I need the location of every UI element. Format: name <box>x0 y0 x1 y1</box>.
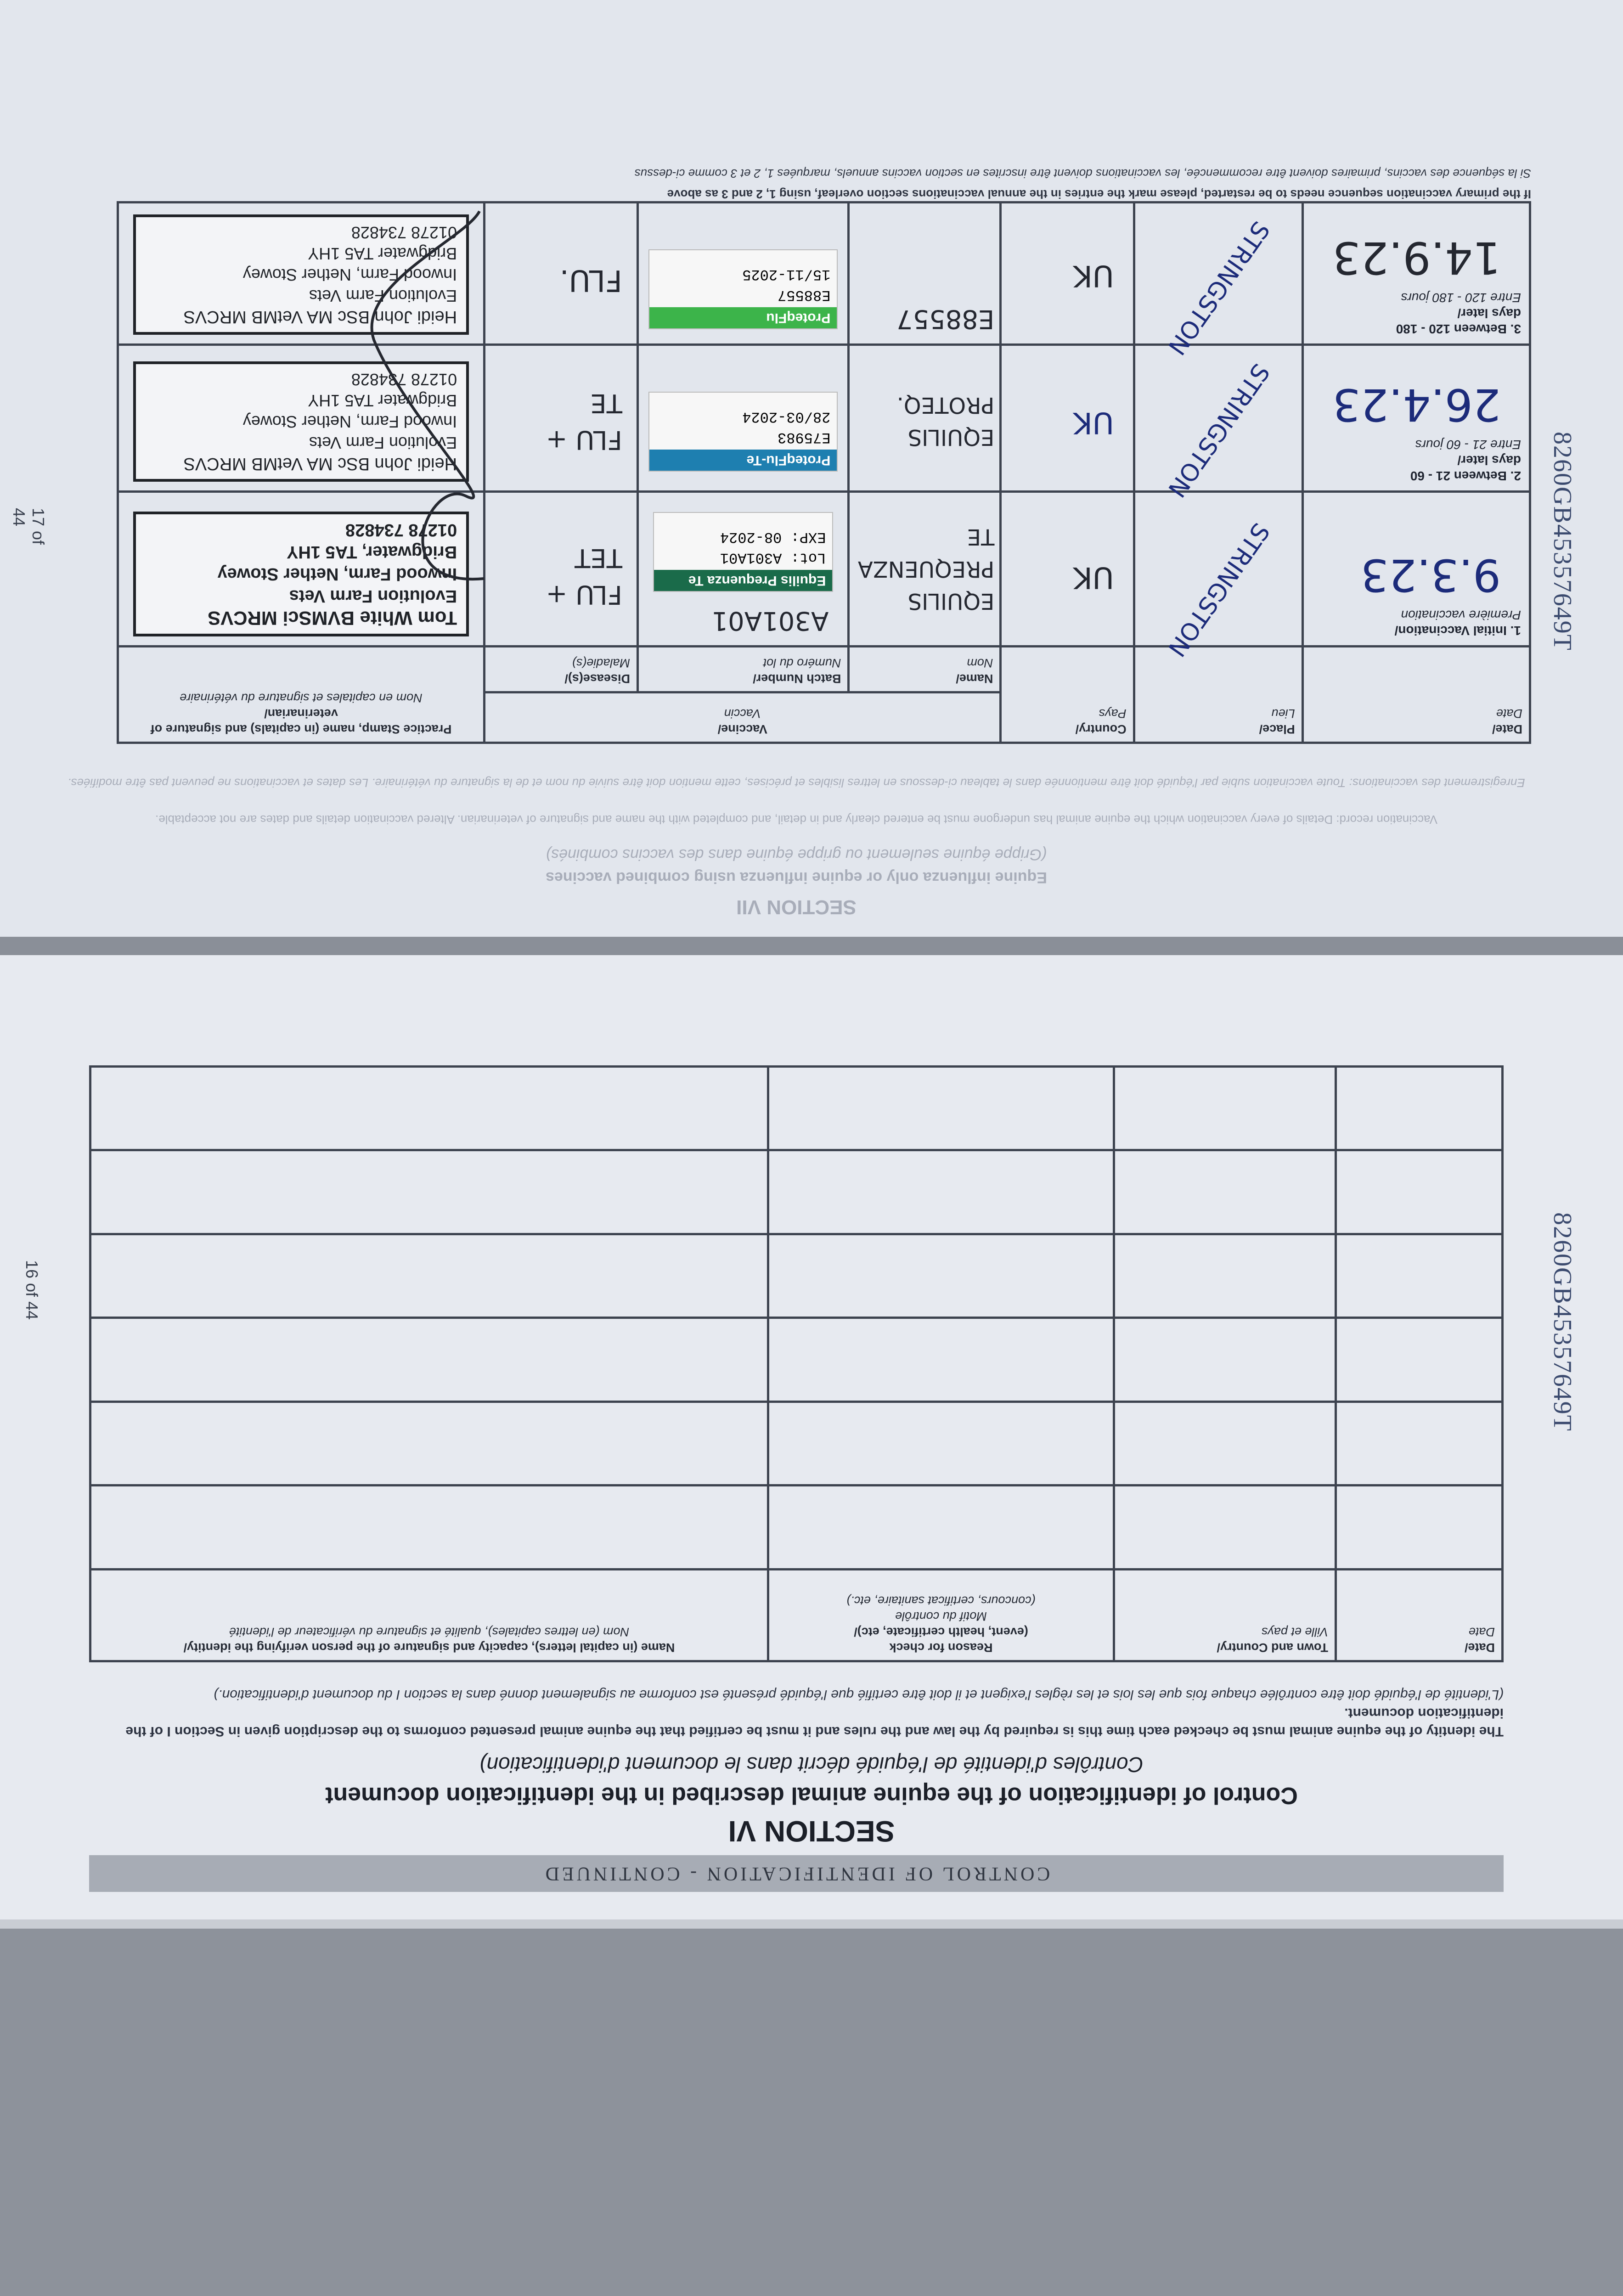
row-date: 14.9.23 <box>1332 232 1501 283</box>
row-vaccine-name-cell <box>849 203 1001 345</box>
footnote-fr: Si la séquence des vaccins, primaires doivent être recommencée, les vaccinations doivent être inscrites en section vaccins annuels, marquées 1, 2 et 3 comme ci-dessus <box>634 167 1531 180</box>
table-row <box>90 1318 1503 1402</box>
header-country: Country/ Pays <box>1001 647 1134 743</box>
row-date-cell <box>1302 203 1530 345</box>
sticker-exp: 28/03-2024 <box>742 408 831 425</box>
row-disease: FLU. <box>559 263 622 297</box>
row-country: UK <box>1073 560 1114 594</box>
table-row <box>90 1150 1503 1234</box>
table-row <box>90 1234 1503 1318</box>
document-id-right: 8260GB45357649T <box>1548 432 1577 651</box>
row-date: 9.3.23 <box>1360 549 1501 601</box>
stamp-vet-name: Heidi John BSc MA VetMB MRCVS <box>183 307 457 326</box>
row-date: 26.4.23 <box>1332 379 1501 430</box>
row-batch: A301A01 <box>711 606 829 636</box>
sticker-lot: Lot: A301A01 <box>720 549 826 566</box>
page-16 <box>0 955 1623 1919</box>
signature-stroke <box>372 211 484 579</box>
page-number: 16 of 44 <box>22 1260 41 1320</box>
page-title: Control of identification of the equine animal described in the identification document <box>325 1782 1298 1809</box>
section-title: SECTION VI <box>728 1815 895 1848</box>
row-disease: FLU + TE <box>546 388 622 455</box>
stamp-practice: Evolution Farm Vets <box>309 433 457 452</box>
row-country-cell <box>1001 492 1134 647</box>
document-id-left: 8260GB45357649T <box>1548 1212 1577 1432</box>
row-place: STRINGSTON <box>1162 216 1274 360</box>
row-country-cell <box>1001 203 1134 345</box>
sticker-brand: ProteqFlu-Te <box>649 450 837 471</box>
vaccine-sticker <box>648 249 838 329</box>
row-vaccine-name: EQUILIS PREQUENZA TE <box>857 524 995 614</box>
table-row <box>90 1067 1503 1151</box>
intro-text: The identity of the equine animal must be checked each time this is required by the law and the rules and it must be certified that the equine animal presented conforms to the description given in Section I of the identification document. <box>125 1705 1504 1739</box>
footnote: If the primary vaccination sequence needs to be restarted, please mark the entries in the annual vaccinations section overleaf, using 1, 2 and 3 as above <box>667 187 1531 201</box>
row-vaccine-name: EQUILIS PROTEQ. <box>896 392 995 450</box>
header-batch: Batch Number/ Numéro du lot <box>637 647 848 692</box>
sticker-lot: E75983 <box>778 429 831 446</box>
stamp-address-1: Inwood Farm, Nether Stowey <box>217 564 457 584</box>
row-batch-cell <box>637 203 848 345</box>
section-band: CONTROL OF IDENTIFICATION - CONTINUED <box>89 1855 1504 1892</box>
sticker-lot: E88557 <box>778 287 831 304</box>
page-title: Equine influenza only or equine influenza using combined vaccines <box>546 869 1047 886</box>
vaccination-record-text-fr: Enregistrement des vaccinations: Toute vaccination subie par l'équidé doit être mentionnée dans le tableau ci-dessous en lettres lisibles et précises, cette mention doit être suivie du nom et de la signature du vétérinaire. Les dates et vaccinations ne peuvent pas être modifiées. <box>68 776 1525 790</box>
row-country-cell <box>1001 345 1134 492</box>
row-country: UK <box>1073 405 1114 439</box>
identification-table <box>89 1065 1504 1662</box>
vaccine-sticker <box>648 392 838 472</box>
stamp-address-2: Bridgwater TA5 1HY <box>308 391 457 410</box>
row-vaccine-name: E88557 <box>896 304 995 334</box>
section-title: SECTION VII <box>736 896 857 918</box>
vet-signature <box>199 202 521 615</box>
sticker-brand: ProteqFlu <box>649 307 837 328</box>
header-date: Date/ Date <box>1302 647 1530 743</box>
stamp-vet-name: Tom White BVMSci MRCVS <box>208 608 457 629</box>
row-date-cell <box>1302 492 1530 647</box>
row-disease: FLU + TET <box>546 543 622 609</box>
background-surface <box>0 1929 1623 2296</box>
intro-text-fr: (L'identité de l'équidé doit être contrôlée chaque fois que les lois et les règles l'exigent et il doit être certifié que l'équidé présenté est conforme au signalement donné dans la section I du document d'identification.) <box>214 1687 1504 1702</box>
sticker-brand: Equilis Prequenza Te <box>654 570 832 591</box>
row-place-cell <box>1134 203 1302 360</box>
vaccine-sticker <box>653 512 833 592</box>
row-place: STRINGSTON <box>1162 518 1274 662</box>
stamp-phone: 01278 734828 <box>351 223 457 242</box>
vaccination-record-text: Vaccination record: Details of every vaccination which the equine animal has undergone must be entered clearly and in detail, and completed with the name and signature of veterinarian. Altered vaccination details and dates are not acceptable. <box>155 813 1437 827</box>
stamp-practice: Evolution Farm Vets <box>289 586 457 606</box>
row-batch-cell <box>637 345 848 492</box>
stamp-phone: 01278 734828 <box>351 370 457 389</box>
page-subtitle: Contrôles d'identité de l'équidé décrit dans le document d'identification) <box>479 1753 1144 1777</box>
stamp-address-2: Bridgwater TA5 1HY <box>308 244 457 263</box>
table-row <box>90 1486 1503 1570</box>
header-vaccine: Vaccine/ Vaccin <box>485 692 1001 743</box>
row-label: 2. Between 21 - 60 days later/ Entre 21 - 60 jours <box>1410 438 1521 483</box>
header-name: Name (in capital letters), capacity and signature of the person verifying the identity/ Nom (en lettres capitales), qualité et signature du vérificateur de l'identité <box>90 1570 768 1661</box>
stamp-address-1: Inwood Farm, Nether Stowey <box>242 265 457 284</box>
stamp-vet-name: Heidi John BSc MA VetMB MRCVS <box>183 454 457 473</box>
stamp-practice: Evolution Farm Vets <box>309 287 457 305</box>
stamp-address-1: Inwood Farm, Nether Stowey <box>242 412 457 431</box>
header-stamp: Practice Stamp, name (in capitals) and signature of veterinarian/ Nom en capitales et signature du vétérinaire <box>118 647 485 743</box>
table-row <box>90 1402 1503 1486</box>
row-label: 1. Initial Vaccination/ Première vaccination <box>1394 608 1521 638</box>
sticker-exp: 15/11-2025 <box>742 266 831 283</box>
page-number: 17 of 44 <box>10 508 48 545</box>
stamp-phone: 01278 734828 <box>345 520 457 540</box>
header-reason: Reason for check (event, health certificate, etc)/ Motif du contrôle (concours, certificat sanitaire, etc.) <box>768 1570 1114 1661</box>
header-place: Place/ Lieu <box>1134 647 1302 743</box>
header-town: Town and Country/ Ville et pays <box>1114 1570 1336 1661</box>
sticker-exp: EXP: 08-2024 <box>720 529 826 546</box>
row-vaccine-name-cell <box>849 492 1001 647</box>
stamp-address-2: Bridgwater, TA5 1HY <box>287 542 457 562</box>
row-date-cell <box>1302 345 1530 492</box>
row-place: STRINGSTON <box>1162 358 1274 502</box>
header-date: Date/ Date <box>1336 1570 1503 1661</box>
row-country: UK <box>1073 259 1114 293</box>
row-batch-cell <box>637 492 848 647</box>
page-subtitle: (Grippe équine seulement ou grippe équine dans des vaccins combinés) <box>546 846 1047 863</box>
header-disease: Disease(s)/ Maladie(s) <box>485 647 638 692</box>
page-17 <box>0 0 1623 937</box>
row-label: 3. Between 120 - 180 days later/ Entre 120 - 180 jours <box>1396 291 1521 336</box>
row-vaccine-name-cell <box>849 345 1001 492</box>
header-vaccine-name: Name/ Nom <box>849 647 1001 692</box>
